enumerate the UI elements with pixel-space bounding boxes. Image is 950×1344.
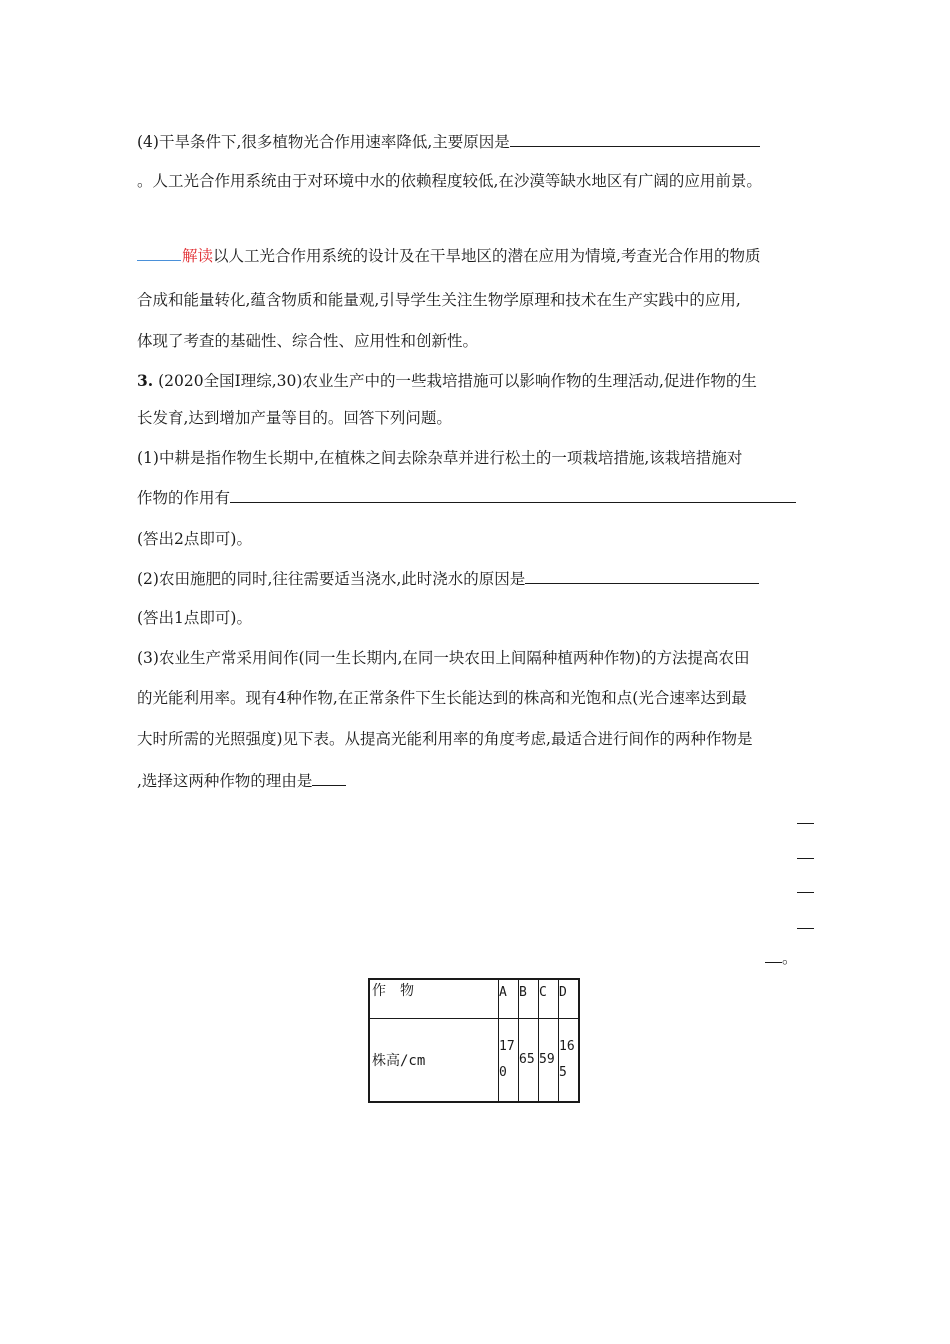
q3-3-line-2 [137, 688, 747, 708]
note-text-1: 以人工光合作用系统的设计及在干旱地区的潜在应用为情境,考查光合作用的物质 [213, 247, 761, 265]
table-cell: 165 [559, 1019, 580, 1103]
q3-3-text-4: ,选择这两种作物的理由是 [137, 772, 313, 790]
note-text-2: 合成和能量转化,蕴含物质和能量观,引导学生关注生物学原理和技术在生产实践中的应用, [137, 291, 741, 309]
q3-3-text-1: (3)农业生产常采用间作(同一生长期内,在同一块农田上间隔种植两种作物)的方法提高农田 [137, 649, 750, 667]
table-cell: 株高/cm [369, 1019, 499, 1103]
q3-2-text: (2)农田施肥的同时,往往需要适当浇水,此时浇水的原因是 [137, 570, 526, 588]
table-header-row [369, 979, 579, 1019]
answer-blank[interactable] [312, 770, 346, 786]
answer-end [765, 946, 798, 968]
note-label: 解读 [182, 247, 214, 265]
answer-blank[interactable] [765, 947, 782, 963]
q3-3-line-1 [137, 648, 749, 668]
answer-blank[interactable] [525, 568, 759, 584]
q3-1-text: (1)中耕是指作物生长期中,在植株之间去除杂草并进行松土的一项栽培措施,该栽培措施对 [137, 449, 743, 467]
q3-text-1: (2020全国Ⅰ理综,30)农业生产中的一些栽培措施可以影响作物的生理活动,促进作物的生 [158, 372, 757, 390]
table-header-cell: A [499, 979, 519, 1019]
q3-1-line-2 [137, 487, 796, 508]
table-header-cell: 作 物 [369, 979, 499, 1019]
note-line-2 [137, 290, 741, 310]
period: 。 [782, 949, 798, 967]
q3-2-hint [137, 608, 252, 628]
q3-line-1 [137, 371, 757, 391]
q3-1-hint [137, 529, 252, 549]
table-cell: 170 [499, 1019, 519, 1103]
q3-2-hint-text: (答出1点即可)。 [137, 609, 252, 627]
q3-3-text-3: 大时所需的光照强度)见下表。从提高光能利用率的角度考虑,最适合进行间作的两种作物是 [137, 730, 753, 748]
q4-line-2 [137, 171, 762, 191]
table-header-cell: C [539, 979, 559, 1019]
note-text-3: 体现了考查的基础性、综合性、应用性和创新性。 [137, 332, 479, 350]
q3-1-text-2: 作物的作用有 [137, 489, 231, 507]
q3-3-line-4 [137, 770, 346, 791]
q3-1-line-1 [137, 448, 742, 468]
table-cell: 59 [539, 1019, 559, 1103]
answer-dash[interactable] [797, 928, 814, 929]
q3-3-line-3 [137, 729, 752, 749]
q3-line-2 [137, 408, 452, 428]
note-line-1 [137, 246, 760, 266]
q3-1-hint-text: (答出2点即可)。 [137, 530, 252, 548]
q3-3-text-2: 的光能利用率。现有4种作物,在正常条件下生长能达到的株高和光饱和点(光合速率达到最 [137, 689, 747, 707]
q4-text: (4)干旱条件下,很多植物光合作用速率降低,主要原因是 [137, 133, 510, 151]
note-line-3 [137, 331, 478, 351]
table-header-cell: D [559, 979, 580, 1019]
note-underline [137, 246, 181, 261]
answer-dash[interactable] [797, 892, 814, 893]
answer-blank[interactable] [510, 131, 760, 147]
table-cell: 65 [519, 1019, 539, 1103]
answer-dash[interactable] [797, 823, 814, 824]
q4-text-2: 。人工光合作用系统由于对环境中水的依赖程度较低,在沙漠等缺水地区有广阔的应用前景。 [137, 172, 762, 190]
crop-table [368, 978, 580, 1103]
answer-blank[interactable] [230, 487, 796, 503]
table-row [369, 1019, 579, 1103]
table-header-cell: B [519, 979, 539, 1019]
answer-dash[interactable] [797, 858, 814, 859]
q3-text-2: 长发育,达到增加产量等目的。回答下列问题。 [137, 409, 452, 427]
q3-2-line-1 [137, 568, 759, 589]
question-number: 3. [137, 371, 154, 390]
q4-line-1 [137, 131, 760, 152]
